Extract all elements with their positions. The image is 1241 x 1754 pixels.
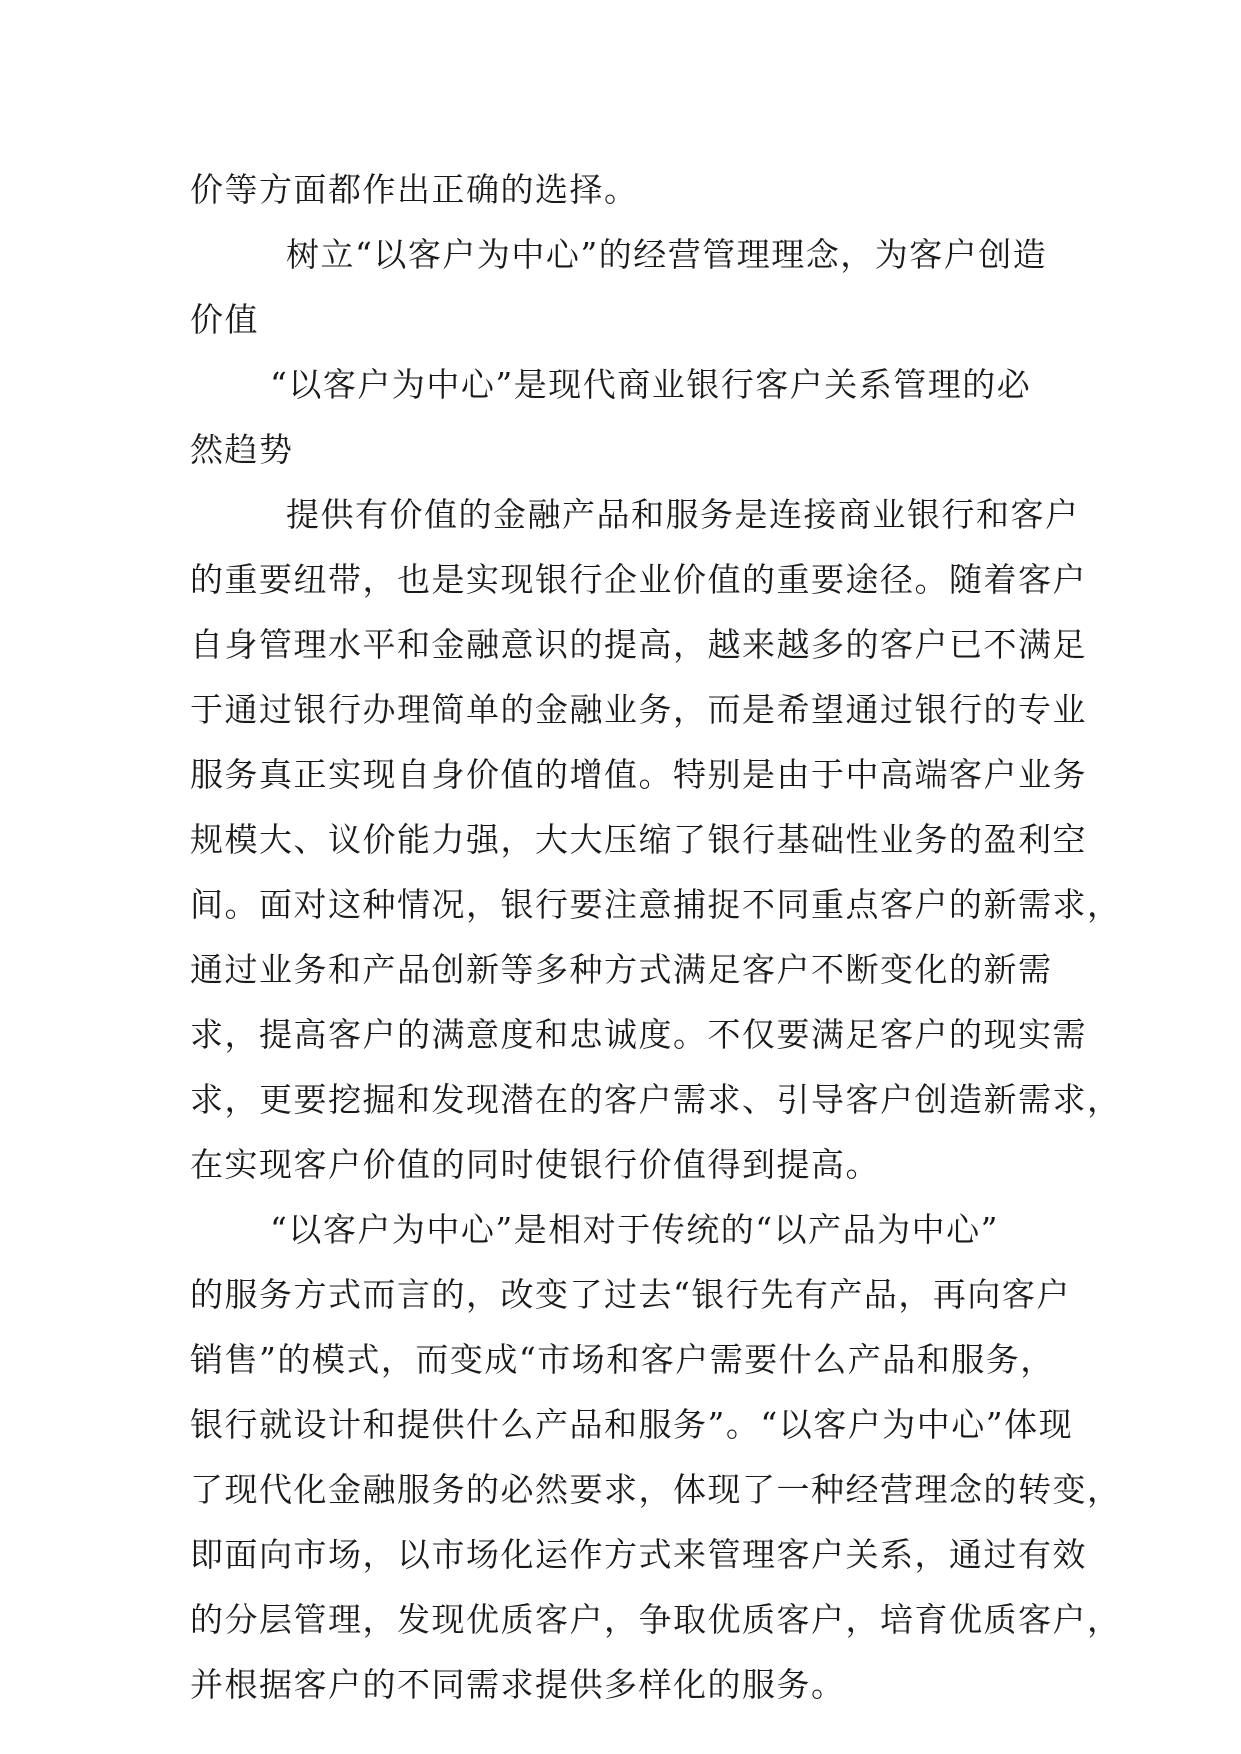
text-line: 了现代化金融服务的必然要求，体现了一种经营理念的转变， [190, 1470, 1122, 1509]
text-line: 销售”的模式，而变成“市场和客户需要什么产品和服务， [190, 1340, 1055, 1379]
text-line: 通过业务和产品创新等多种方式满足客户不断变化的新需 [190, 950, 1053, 989]
text-line: 银行就设计和提供什么产品和服务”。“以客户为中心”体现 [190, 1405, 1074, 1444]
text-line: 的重要纽带，也是实现银行企业价值的重要途径。随着客户 [190, 560, 1087, 599]
text-line: 规模大、议价能力强，大大压缩了银行基础性业务的盈利空 [190, 820, 1087, 859]
text-line: “以客户为中心”是相对于传统的“以产品为中心” [270, 1210, 999, 1249]
section-heading-inevitable-trend [190, 352, 1050, 482]
text-line: 求，更要挖掘和发现潜在的客户需求、引导客户创造新需求， [190, 1080, 1122, 1119]
text-line: 价等方面都作出正确的选择。 [190, 170, 639, 209]
paragraph-customer-vs-product [190, 1197, 1122, 1717]
document-body [190, 157, 1122, 1717]
text-line: 自身管理水平和金融意识的提高，越来越多的客户已不满足 [190, 625, 1087, 664]
text-line: 求，提高客户的满意度和忠诚度。不仅要满足客户的现实需 [190, 1015, 1087, 1054]
paragraph-value-products [190, 482, 1122, 1197]
text-line: 并根据客户的不同需求提供多样化的服务。 [190, 1665, 846, 1704]
text-line: 然趋势 [190, 430, 294, 469]
text-line: 树立“以客户为中心”的经营管理理念，为客户创造 [286, 235, 1048, 274]
text-line: 提供有价值的金融产品和服务是连接商业银行和客户 [286, 495, 1080, 534]
text-line: 在实现客户价值的同时使银行价值得到提高。 [190, 1145, 880, 1184]
section-heading-customer-centric-philosophy [190, 222, 1050, 352]
paragraph-continuation [190, 157, 1050, 222]
text-line: 于通过银行办理简单的金融业务，而是希望通过银行的专业 [190, 690, 1087, 729]
text-line: 价值 [190, 300, 259, 339]
text-line: 的服务方式而言的，改变了过去“银行先有产品，再向客户 [190, 1275, 1071, 1314]
text-line: 的分层管理，发现优质客户，争取优质客户，培育优质客户， [190, 1600, 1122, 1639]
text-line: 即面向市场，以市场化运作方式来管理客户关系，通过有效 [190, 1535, 1087, 1574]
text-line: “以客户为中心”是现代商业银行客户关系管理的必 [270, 365, 1032, 404]
text-line: 间。面对这种情况，银行要注意捕捉不同重点客户的新需求， [190, 885, 1122, 924]
text-line: 服务真正实现自身价值的增值。特别是由于中高端客户业务 [190, 755, 1087, 794]
